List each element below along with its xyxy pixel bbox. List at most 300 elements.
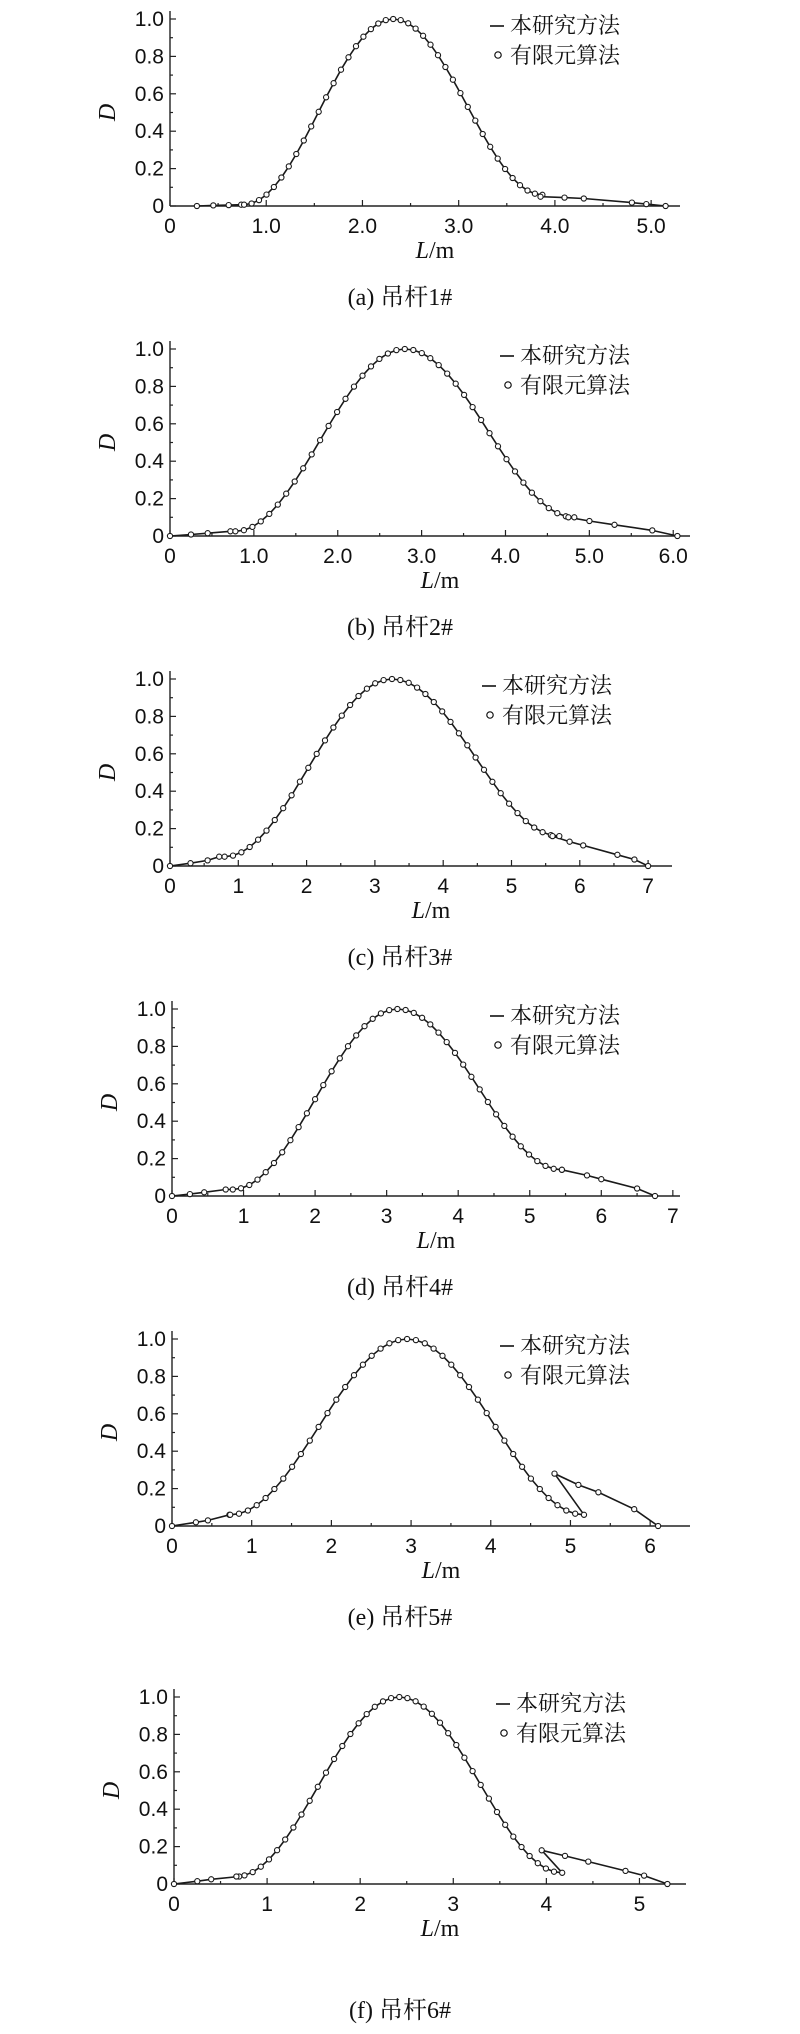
x-tick-label: 0	[164, 875, 176, 898]
legend-label: 有限元算法	[510, 44, 621, 69]
data-point-有限元算法	[421, 33, 426, 38]
data-point-有限元算法	[555, 1503, 560, 1508]
data-point-有限元算法	[298, 1451, 303, 1456]
data-point-有限元算法	[335, 409, 340, 414]
legend-label: 本研究方法	[502, 674, 613, 699]
data-point-有限元算法	[353, 44, 358, 49]
data-point-有限元算法	[402, 346, 407, 351]
data-point-有限元算法	[527, 1853, 532, 1858]
legend-label: 有限元算法	[520, 374, 631, 399]
data-point-有限元算法	[515, 811, 520, 816]
data-point-有限元算法	[635, 1186, 640, 1191]
data-point-有限元算法	[345, 1044, 350, 1049]
x-tick-label: 1	[232, 875, 245, 898]
legend-circle-icon	[505, 1372, 511, 1378]
data-point-有限元算法	[368, 364, 373, 369]
y-tick-label: 0.4	[138, 1798, 168, 1822]
data-point-有限元算法	[351, 384, 356, 389]
x-tick-label: 2	[309, 1205, 321, 1228]
y-tick-label: 0.6	[136, 1402, 166, 1426]
data-point-有限元算法	[572, 515, 577, 520]
data-point-有限元算法	[321, 1083, 326, 1088]
data-point-有限元算法	[378, 1011, 383, 1016]
data-point-有限元算法	[272, 1486, 277, 1491]
data-point-有限元算法	[202, 1190, 207, 1195]
data-point-有限元算法	[337, 1056, 342, 1061]
data-point-有限元算法	[450, 77, 455, 82]
data-point-有限元算法	[431, 699, 436, 704]
data-point-有限元算法	[346, 55, 351, 60]
data-point-有限元算法	[517, 183, 522, 188]
data-point-有限元算法	[398, 18, 403, 23]
data-point-有限元算法	[326, 423, 331, 428]
data-point-有限元算法	[271, 184, 276, 189]
data-point-有限元算法	[519, 1844, 524, 1849]
data-point-有限元算法	[413, 26, 418, 31]
y-axis-title: D	[95, 433, 121, 452]
data-point-有限元算法	[291, 1825, 296, 1830]
y-tick-label: 0.2	[136, 1147, 166, 1171]
data-point-有限元算法	[377, 356, 382, 361]
data-point-有限元算法	[477, 1087, 482, 1092]
y-axis-title: D	[95, 103, 121, 122]
y-tick-label: 0.8	[134, 45, 164, 69]
data-point-有限元算法	[360, 1362, 365, 1367]
data-point-有限元算法	[488, 144, 493, 149]
y-tick-label: 0.4	[134, 450, 164, 474]
data-point-有限元算法	[370, 1016, 375, 1021]
data-point-有限元算法	[263, 1170, 268, 1175]
data-point-有限元算法	[422, 1341, 427, 1346]
y-tick-label: 0.2	[134, 487, 164, 511]
data-point-有限元算法	[361, 34, 366, 39]
panel-caption: (a) 吊杆1#	[347, 285, 453, 311]
legend-circle-icon	[495, 1042, 501, 1048]
data-point-有限元算法	[391, 16, 396, 21]
data-point-有限元算法	[581, 196, 586, 201]
data-point-有限元算法	[484, 1411, 489, 1416]
data-point-有限元算法	[226, 203, 231, 208]
data-point-有限元算法	[309, 452, 314, 457]
data-point-有限元算法	[228, 529, 233, 534]
data-point-有限元算法	[239, 850, 244, 855]
y-tick-label: 1.0	[136, 998, 166, 1021]
data-point-有限元算法	[281, 1476, 286, 1481]
data-point-有限元算法	[405, 1696, 410, 1701]
data-point-有限元算法	[338, 67, 343, 72]
data-point-有限元算法	[316, 1424, 321, 1429]
data-point-有限元算法	[397, 1694, 402, 1699]
data-point-有限元算法	[452, 1050, 457, 1055]
legend-label: 本研究方法	[510, 1004, 621, 1029]
data-point-有限元算法	[465, 104, 470, 109]
data-point-有限元算法	[444, 1040, 449, 1045]
y-tick-label: 0.4	[134, 780, 164, 804]
data-point-有限元算法	[323, 1770, 328, 1775]
data-point-有限元算法	[348, 1731, 353, 1736]
x-tick-label: 0	[168, 1893, 180, 1916]
data-point-有限元算法	[443, 64, 448, 69]
data-point-有限元算法	[264, 828, 269, 833]
data-point-有限元算法	[665, 1881, 670, 1886]
data-point-有限元算法	[567, 839, 572, 844]
chart-f	[0, 1650, 800, 2034]
x-axis-variable: L	[411, 898, 426, 924]
data-point-有限元算法	[656, 1523, 661, 1528]
data-point-有限元算法	[211, 203, 216, 208]
x-tick-label: 3	[405, 1535, 417, 1558]
data-point-有限元算法	[543, 1163, 548, 1168]
data-point-有限元算法	[479, 417, 484, 422]
data-point-有限元算法	[266, 1857, 271, 1862]
data-point-有限元算法	[510, 175, 515, 180]
data-point-有限元算法	[423, 691, 428, 696]
data-point-有限元算法	[378, 1346, 383, 1351]
data-point-有限元算法	[518, 1144, 523, 1149]
x-axis-unit: /m	[430, 1228, 456, 1254]
x-tick-label: 7	[667, 1205, 679, 1228]
x-tick-label: 3.0	[407, 545, 437, 568]
data-point-有限元算法	[584, 1173, 589, 1178]
data-point-有限元算法	[263, 1495, 268, 1500]
data-point-有限元算法	[398, 677, 403, 682]
data-point-有限元算法	[632, 857, 637, 862]
y-tick-label: 0.2	[134, 817, 164, 841]
data-point-有限元算法	[419, 351, 424, 356]
data-point-有限元算法	[307, 1798, 312, 1803]
x-tick-label: 4	[540, 1893, 553, 1916]
data-point-有限元算法	[437, 1720, 442, 1725]
legend-label: 有限元算法	[516, 1722, 627, 1747]
data-point-有限元算法	[469, 1074, 474, 1079]
data-point-有限元算法	[394, 348, 399, 353]
x-tick-label: 0	[166, 1205, 178, 1228]
x-tick-label: 5	[505, 875, 518, 898]
data-point-有限元算法	[562, 1853, 567, 1858]
data-point-有限元算法	[494, 1112, 499, 1117]
data-point-有限元算法	[421, 1704, 426, 1709]
x-axis-unit: /m	[434, 568, 460, 594]
data-point-有限元算法	[250, 1870, 255, 1875]
y-tick-label: 0.2	[138, 1835, 168, 1859]
data-point-有限元算法	[538, 499, 543, 504]
y-tick-label: 0.8	[138, 1723, 168, 1747]
y-tick-label: 0.8	[134, 705, 164, 729]
data-point-有限元算法	[348, 702, 353, 707]
data-point-有限元算法	[458, 91, 463, 96]
data-point-有限元算法	[596, 1490, 601, 1495]
x-axis-title	[415, 238, 455, 264]
data-point-有限元算法	[612, 522, 617, 527]
data-point-有限元算法	[280, 1150, 285, 1155]
y-axis-title: D	[99, 1781, 125, 1800]
data-point-有限元算法	[171, 1881, 176, 1886]
data-point-有限元算法	[230, 1187, 235, 1192]
data-point-有限元算法	[502, 1123, 507, 1128]
legend-label: 有限元算法	[520, 1364, 631, 1389]
data-point-有限元算法	[560, 1870, 565, 1875]
x-tick-label: 2	[325, 1535, 338, 1558]
panel-caption: (b) 吊杆2#	[347, 615, 453, 641]
data-point-有限元算法	[462, 392, 467, 397]
x-tick-label: 4.0	[490, 545, 521, 568]
data-point-有限元算法	[632, 1507, 637, 1512]
legend-circle-icon	[505, 382, 511, 388]
data-point-有限元算法	[546, 506, 551, 511]
data-point-有限元算法	[465, 743, 470, 748]
data-point-有限元算法	[415, 685, 420, 690]
data-point-有限元算法	[247, 1182, 252, 1187]
data-point-有限元算法	[283, 1837, 288, 1842]
x-tick-label: 4	[452, 1205, 465, 1228]
data-point-有限元算法	[279, 175, 284, 180]
data-point-有限元算法	[334, 1397, 339, 1402]
data-point-有限元算法	[413, 1699, 418, 1704]
data-point-有限元算法	[532, 191, 537, 196]
data-point-有限元算法	[238, 1186, 243, 1191]
y-tick-label: 0	[154, 1515, 166, 1538]
data-point-有限元算法	[272, 817, 277, 822]
data-point-有限元算法	[586, 1859, 591, 1864]
data-point-有限元算法	[473, 118, 478, 123]
data-point-有限元算法	[301, 466, 306, 471]
x-tick-label: 2.0	[347, 215, 378, 238]
data-point-有限元算法	[510, 1134, 515, 1139]
data-point-有限元算法	[490, 779, 495, 784]
data-point-有限元算法	[254, 1503, 259, 1508]
x-tick-label: 2	[300, 875, 313, 898]
panel-caption: (d) 吊杆4#	[347, 1275, 453, 1301]
x-tick-label: 2	[354, 1893, 367, 1916]
data-point-有限元算法	[356, 1721, 361, 1726]
y-tick-label: 0	[156, 1873, 168, 1896]
data-point-有限元算法	[555, 511, 560, 516]
legend-label: 有限元算法	[502, 704, 613, 729]
data-point-有限元算法	[217, 854, 222, 859]
x-tick-label: 3	[380, 1205, 393, 1228]
data-point-有限元算法	[458, 1373, 463, 1378]
x-tick-label: 0	[164, 545, 176, 568]
data-point-有限元算法	[644, 202, 649, 207]
data-point-有限元算法	[564, 1508, 569, 1513]
x-axis-variable: L	[420, 1916, 435, 1942]
data-point-有限元算法	[573, 1511, 578, 1516]
data-point-有限元算法	[306, 765, 311, 770]
data-point-有限元算法	[271, 1160, 276, 1165]
data-point-有限元算法	[494, 1809, 499, 1814]
data-point-有限元算法	[461, 1062, 466, 1067]
data-point-有限元算法	[466, 1384, 471, 1389]
data-point-有限元算法	[428, 42, 433, 47]
x-tick-label: 0	[164, 215, 176, 238]
data-point-有限元算法	[395, 1006, 400, 1011]
y-tick-label: 0.6	[134, 82, 164, 106]
data-point-有限元算法	[256, 837, 261, 842]
data-point-有限元算法	[228, 1512, 233, 1517]
data-point-有限元算法	[576, 1482, 581, 1487]
data-point-有限元算法	[480, 131, 485, 136]
y-tick-label: 1.0	[136, 1328, 166, 1351]
y-tick-label: 0	[152, 195, 164, 218]
x-tick-label: 6	[644, 1535, 656, 1558]
data-point-有限元算法	[406, 21, 411, 26]
data-point-有限元算法	[431, 1346, 436, 1351]
chart-panel-b	[0, 330, 800, 660]
legend-circle-icon	[501, 1730, 507, 1736]
data-point-有限元算法	[587, 518, 592, 523]
data-point-有限元算法	[256, 198, 261, 203]
data-point-有限元算法	[629, 200, 634, 205]
data-point-有限元算法	[325, 1411, 330, 1416]
data-point-有限元算法	[487, 431, 492, 436]
data-point-有限元算法	[281, 806, 286, 811]
data-point-有限元算法	[650, 528, 655, 533]
data-point-有限元算法	[507, 801, 512, 806]
data-point-有限元算法	[503, 166, 508, 171]
data-point-有限元算法	[551, 1166, 556, 1171]
data-point-有限元算法	[493, 1424, 498, 1429]
data-point-有限元算法	[387, 1008, 392, 1013]
legend-label: 本研究方法	[520, 344, 631, 369]
data-point-有限元算法	[301, 138, 306, 143]
y-tick-label: 0.2	[136, 1477, 166, 1501]
y-tick-label: 1.0	[134, 338, 164, 361]
x-tick-label: 1.0	[239, 545, 269, 568]
y-tick-label: 0.4	[134, 120, 164, 144]
legend-circle-icon	[495, 52, 501, 58]
data-point-有限元算法	[495, 156, 500, 161]
data-point-有限元算法	[292, 479, 297, 484]
y-tick-label: 1.0	[138, 1686, 168, 1709]
x-tick-label: 3.0	[444, 215, 474, 238]
data-point-有限元算法	[389, 1696, 394, 1701]
data-point-有限元算法	[475, 1397, 480, 1402]
data-point-有限元算法	[495, 444, 500, 449]
data-point-有限元算法	[318, 438, 323, 443]
y-tick-label: 0.4	[136, 1110, 166, 1134]
data-point-有限元算法	[559, 1167, 564, 1172]
data-point-有限元算法	[454, 1742, 459, 1747]
data-point-有限元算法	[525, 188, 530, 193]
data-point-有限元算法	[187, 1192, 192, 1197]
data-point-有限元算法	[429, 1711, 434, 1716]
data-point-有限元算法	[360, 373, 365, 378]
x-tick-label: 1	[245, 1535, 258, 1558]
y-axis-title: D	[97, 1093, 123, 1112]
data-point-有限元算法	[245, 1508, 250, 1513]
data-point-有限元算法	[539, 1848, 544, 1853]
data-point-有限元算法	[504, 457, 509, 462]
data-point-有限元算法	[362, 1024, 367, 1029]
data-point-有限元算法	[267, 511, 272, 516]
x-axis-unit: /m	[435, 1558, 461, 1584]
data-point-有限元算法	[314, 751, 319, 756]
data-point-有限元算法	[250, 524, 255, 529]
data-point-有限元算法	[294, 151, 299, 156]
x-tick-label: 2.0	[323, 545, 353, 568]
x-tick-label: 7	[642, 875, 654, 898]
data-point-有限元算法	[205, 858, 210, 863]
data-point-有限元算法	[205, 1518, 210, 1523]
data-point-有限元算法	[383, 18, 388, 23]
x-tick-label: 4	[437, 875, 450, 898]
data-point-有限元算法	[255, 1177, 260, 1182]
data-point-有限元算法	[389, 676, 394, 681]
data-point-有限元算法	[169, 1523, 174, 1528]
data-point-有限元算法	[233, 529, 238, 534]
data-point-有限元算法	[195, 1879, 200, 1884]
x-tick-label: 3	[447, 1893, 460, 1916]
data-point-有限元算法	[332, 1756, 337, 1761]
x-tick-label: 4	[484, 1535, 497, 1558]
data-point-有限元算法	[428, 1022, 433, 1027]
data-point-有限元算法	[521, 480, 526, 485]
data-point-有限元算法	[297, 779, 302, 784]
data-point-有限元算法	[470, 1769, 475, 1774]
data-point-有限元算法	[236, 1511, 241, 1516]
data-point-有限元算法	[502, 1438, 507, 1443]
y-tick-label: 0	[152, 855, 164, 878]
data-point-有限元算法	[372, 1704, 377, 1709]
data-point-有限元算法	[284, 491, 289, 496]
data-point-有限元算法	[599, 1177, 604, 1182]
data-point-有限元算法	[420, 1015, 425, 1020]
data-point-有限元算法	[258, 519, 263, 524]
data-point-有限元算法	[411, 1010, 416, 1015]
data-point-有限元算法	[167, 533, 172, 538]
data-point-有限元算法	[581, 1512, 586, 1517]
chart-panel-d	[0, 990, 800, 1320]
data-point-有限元算法	[167, 863, 172, 868]
data-point-有限元算法	[498, 791, 503, 796]
panel-caption: (c) 吊杆3#	[347, 945, 453, 971]
x-axis-variable: L	[420, 568, 435, 594]
data-point-有限元算法	[478, 1782, 483, 1787]
data-point-有限元算法	[440, 1353, 445, 1358]
data-point-有限元算法	[528, 1476, 533, 1481]
data-point-有限元算法	[315, 1784, 320, 1789]
data-point-有限元算法	[663, 203, 668, 208]
y-tick-label: 0.6	[136, 1072, 166, 1096]
y-tick-label: 0.6	[134, 742, 164, 766]
data-point-有限元算法	[223, 1187, 228, 1192]
y-axis-title: D	[95, 763, 121, 782]
data-point-有限元算法	[304, 1111, 309, 1116]
x-axis-variable: L	[416, 1228, 431, 1254]
data-point-有限元算法	[403, 1007, 408, 1012]
x-axis-unit: /m	[434, 1916, 460, 1942]
data-point-有限元算法	[446, 1731, 451, 1736]
x-tick-label: 1	[237, 1205, 250, 1228]
data-point-有限元算法	[369, 1353, 374, 1358]
data-point-有限元算法	[445, 371, 450, 376]
data-point-有限元算法	[529, 490, 534, 495]
data-point-有限元算法	[193, 1520, 198, 1525]
data-point-有限元算法	[453, 381, 458, 386]
data-point-有限元算法	[543, 1866, 548, 1871]
data-point-有限元算法	[540, 830, 545, 835]
data-point-有限元算法	[470, 405, 475, 410]
data-point-有限元算法	[562, 195, 567, 200]
legend-label: 本研究方法	[520, 1334, 631, 1359]
data-point-有限元算法	[646, 863, 651, 868]
data-point-有限元算法	[557, 834, 562, 839]
x-axis-title	[411, 898, 451, 924]
data-point-有限元算法	[485, 1099, 490, 1104]
data-point-有限元算法	[456, 731, 461, 736]
data-point-有限元算法	[537, 1486, 542, 1491]
data-point-有限元算法	[288, 1138, 293, 1143]
